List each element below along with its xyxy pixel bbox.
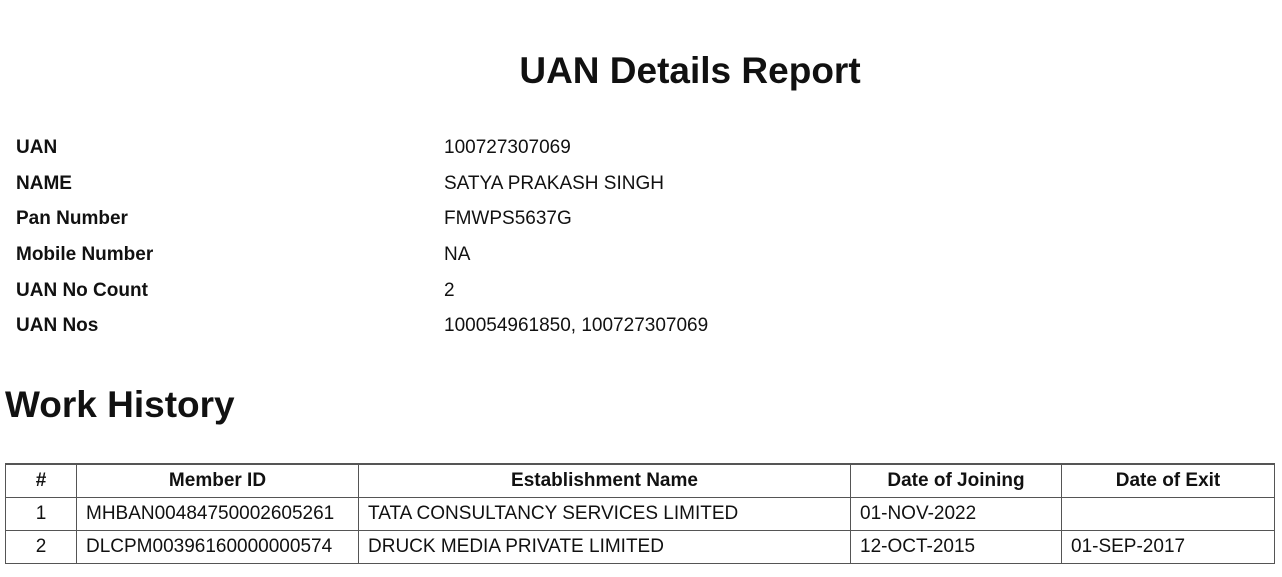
date-of-joining: 01-NOV-2022 [851,497,1062,530]
detail-label: UAN Nos [16,315,99,337]
date-of-joining: 12-OCT-2015 [851,530,1062,563]
detail-row-mobile-number [16,237,916,273]
detail-value: NA [444,243,471,265]
date-of-exit [1062,497,1275,530]
member-id: DLCPM00396160000000574 [77,530,359,563]
work-history-table [5,463,1275,564]
detail-row-uan [16,130,916,166]
detail-label: Pan Number [16,208,128,230]
establishment-name: DRUCK MEDIA PRIVATE LIMITED [359,530,851,563]
detail-label: NAME [16,172,72,194]
detail-label: UAN [16,136,58,158]
report-title: UAN Details Report [519,50,861,91]
column-header-establishment-name: Establishment Name [359,464,851,497]
detail-value: 100727307069 [444,136,571,158]
detail-label: UAN No Count [16,279,148,301]
member-id: MHBAN00484750002605261 [77,497,359,530]
row-index: 2 [6,530,77,563]
column-header-date-of-joining: Date of Joining [851,464,1062,497]
table-row [6,497,1275,530]
uan-details-table [16,130,916,344]
row-index: 1 [6,497,77,530]
column-header-date-of-exit: Date of Exit [1062,464,1275,497]
detail-row-name [16,166,916,202]
detail-row-uan-nos [16,308,916,344]
table-row [6,530,1275,563]
table-header-row [6,464,1275,497]
establishment-name: TATA CONSULTANCY SERVICES LIMITED [359,497,851,530]
detail-row-uan-count [16,273,916,309]
detail-value: 2 [444,279,455,301]
detail-value: 100054961850, 100727307069 [444,315,709,337]
column-header-index: # [6,464,77,497]
detail-value: FMWPS5637G [444,208,572,230]
detail-label: Mobile Number [16,243,154,265]
column-header-member-id: Member ID [77,464,359,497]
detail-row-pan-number [16,201,916,237]
detail-value: SATYA PRAKASH SINGH [444,172,664,194]
date-of-exit: 01-SEP-2017 [1062,530,1275,563]
work-history-title: Work History [5,384,235,425]
